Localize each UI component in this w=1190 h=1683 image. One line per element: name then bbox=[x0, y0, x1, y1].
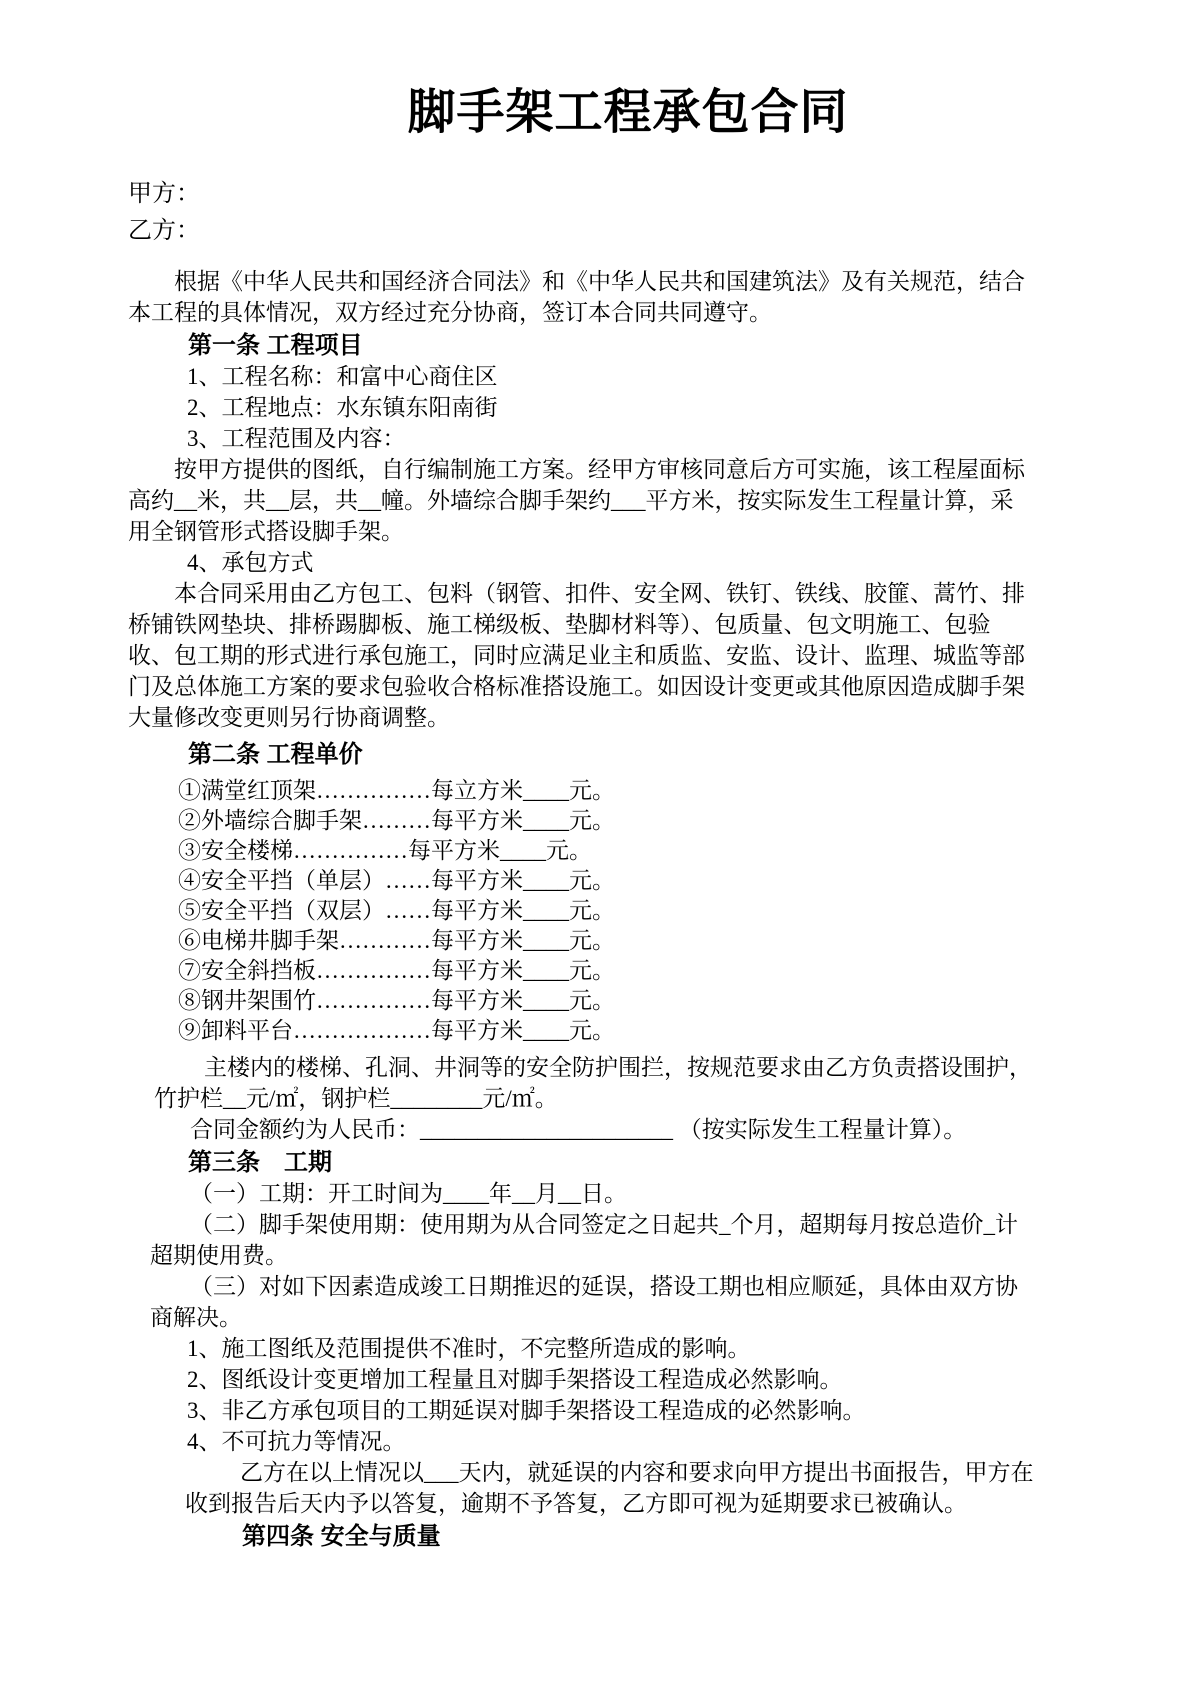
contract-amount-line: 合同金额约为人民币：______________________ （按实际发生工程量计算）。 bbox=[190, 1117, 967, 1142]
price-item-8: ⑧钢井架围竹……………每平方米____元。 bbox=[178, 988, 615, 1013]
party-b-label: 乙方： bbox=[128, 218, 200, 244]
contract-mode-item: 4、承包方式 bbox=[187, 550, 314, 575]
delay-factor-4: 4、不可抗力等情况。 bbox=[187, 1429, 406, 1454]
duration-clause-3: （三）对如下因素造成竣工日期推迟的延误，搭设工期也相应顺延，具体由双方协商解决。 bbox=[150, 1274, 1018, 1330]
price-item-7: ⑦安全斜挡板……………每平方米____元。 bbox=[178, 958, 615, 983]
section1-heading: 第一条 工程项目 bbox=[188, 332, 363, 359]
document-content bbox=[128, 84, 1128, 1552]
price-item-2: ②外墙综合脚手架………每平方米____元。 bbox=[178, 808, 615, 833]
delay-notice-paragraph: 乙方在以上情况以___天内，就延误的内容和要求向甲方提出书面报告，甲方在收到报告后天内予以答复，逾期不予答复，乙方即可视为延期要求已被确认。 bbox=[185, 1460, 1034, 1516]
section4-heading: 第四条 安全与质量 bbox=[242, 1523, 441, 1550]
party-a-label: 甲方： bbox=[128, 181, 200, 207]
unit-price-list bbox=[128, 776, 1128, 1046]
section3-heading: 第三条 工期 bbox=[188, 1149, 332, 1176]
price-item-4: ④安全平挡（单层）……每平方米____元。 bbox=[178, 868, 615, 893]
contract-mode-paragraph: 本合同采用由乙方包工、包料（钢管、扣件、安全网、铁钉、铁线、胶篚、蒿竹、排桥铺铁网垫块、排桥踢脚板、施工梯级板、垫脚材料等）、包质量、包文明施工、包验收、包工期的形式进行承包施工，同时应满足业主和质监、安监、设计、监理、城监等部门及总体施工方案的要求包验收合格标准搭设施工。如因设计变更或其他原因造成脚手架大量修改变更则另行协商调整。 bbox=[128, 581, 1025, 730]
price-item-9: ⑨卸料平台………………每平方米____元。 bbox=[178, 1018, 615, 1043]
delay-factor-2: 2、图纸设计变更增加工程量且对脚手架搭设工程造成必然影响。 bbox=[187, 1367, 843, 1392]
project-location-item: 2、工程地点：水东镇东阳南街 bbox=[187, 395, 498, 420]
project-scope-item: 3、工程范围及内容： bbox=[187, 426, 406, 451]
price-item-6: ⑥电梯井脚手架…………每平方米____元。 bbox=[178, 928, 615, 953]
price-item-3: ③安全楼梯……………每平方米____元。 bbox=[178, 838, 592, 863]
delay-factor-3: 3、非乙方承包项目的工期延误对脚手架搭设工程造成的必然影响。 bbox=[187, 1398, 866, 1423]
project-scope-paragraph: 按甲方提供的图纸，自行编制施工方案。经甲方审核同意后方可实施，该工程屋面标高约__米，共__层，共__幢。外墙综合脚手架约___平方米，按实际发生工程量计算，采用全钢管形式搭设脚手架。 bbox=[128, 457, 1025, 544]
duration-clause-2: （二）脚手架使用期：使用期为从合同签定之日起共_个月，超期每月按总造价_计超期使用费。 bbox=[150, 1212, 1018, 1268]
delay-factor-1: 1、施工图纸及范围提供不准时，不完整所造成的影响。 bbox=[187, 1336, 751, 1361]
guardrail-paragraph: 主楼内的楼梯、孔洞、井洞等的安全防护围拦，按规范要求由乙方负责搭设围护，竹护栏__元/㎡，钢护栏________元/㎡。 bbox=[154, 1055, 1032, 1111]
price-item-1: ①满堂红顶架……………每立方米____元。 bbox=[178, 778, 615, 803]
section2-heading: 第二条 工程单价 bbox=[188, 741, 363, 768]
duration-clause-1: （一）工期：开工时间为____年__月__日。 bbox=[190, 1181, 627, 1206]
price-item-5: ⑤安全平挡（双层）……每平方米____元。 bbox=[178, 898, 615, 923]
project-name-item: 1、工程名称：和富中心商住区 bbox=[187, 364, 498, 389]
preamble-paragraph: 根据《中华人民共和国经济合同法》和《中华人民共和国建筑法》及有关规范，结合本工程的具体情况，双方经过充分协商，签订本合同共同遵守。 bbox=[128, 269, 1025, 325]
document-title: 脚手架工程承包合同 bbox=[407, 86, 849, 139]
